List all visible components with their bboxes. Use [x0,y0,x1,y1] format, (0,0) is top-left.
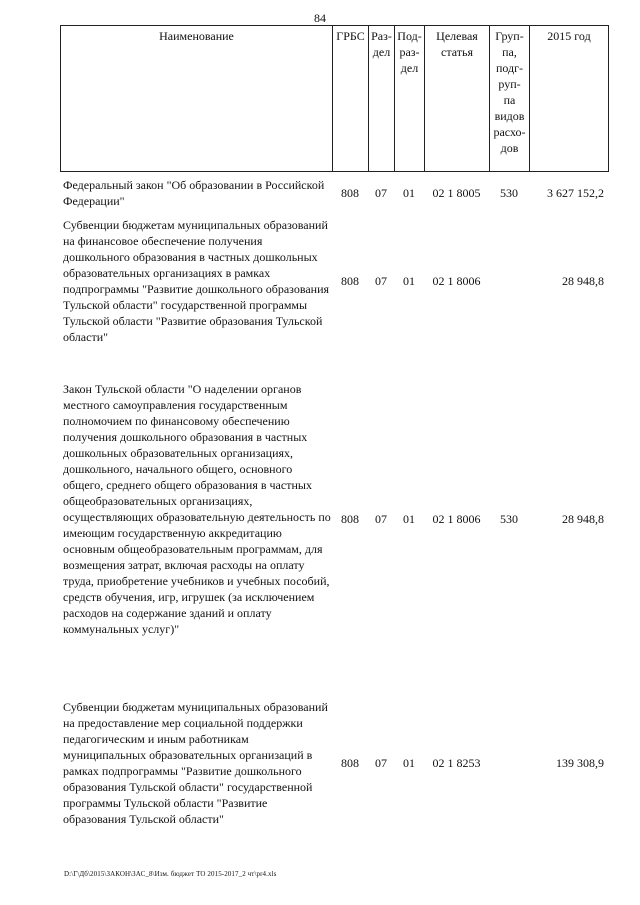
row-target: 02 1 8253 [432,756,481,770]
row-name: Закон Тульской области "О наделении органов местного самоуправления государственным полномочием по финансовому обеспечению получения дошкольного образования в частных дошкольных образовательных организациях, дошкольного, начального общего, основного общего, среднего общего образования в частных общеобразовательных организациях, осуществляющих образовательную деятельность по имеющим государственную аккредитацию основным общеобразовательным программам, для возмещения затрат, включая расходы на оплату труда, приобретение учебников и учебных пособий, средств обучения, игр, игрушек (за исключением расходов на содержание зданий и оплату коммунальных услуг)" [63,382,331,636]
row-name: Субвенции бюджетам муниципальных образований на предоставление мер социальной поддержки педагогическим и иным работникам муниципальных образовательных организаций в рамках подпрограммы "Развитие дошкольного образования Тульской области" государственной программы Тульской области "Развитие образования Тульской области" [63,700,328,826]
row-grbs: 808 [341,274,359,288]
row-target: 02 1 8006 [432,512,481,526]
row-razdel: 07 [375,274,387,288]
column-header-name: Наименование [61,26,333,172]
row-razdel: 07 [375,186,387,200]
page-number: 84 [314,11,326,25]
row-grbs: 808 [341,512,359,526]
row-razdel: 07 [375,756,387,770]
column-header-razdel: Раз- дел [369,26,395,172]
row-group: 530 [500,512,518,526]
row-grbs: 808 [341,756,359,770]
row-podrazdel: 01 [403,186,415,200]
row-amount: 3 627 152,2 [547,186,604,200]
column-header-group: Груп- па, подг- руп- па видов расхо- дов [490,26,530,172]
row-podrazdel: 01 [403,512,415,526]
row-podrazdel: 01 [403,756,415,770]
row-grbs: 808 [341,186,359,200]
column-header-podrazdel: Под- раз- дел [395,26,425,172]
row-target: 02 1 8005 [432,186,481,200]
row-razdel: 07 [375,512,387,526]
column-header-grbs: ГРБС [333,26,369,172]
column-header-target: Целевая статья [425,26,490,172]
row-target: 02 1 8006 [432,274,481,288]
column-header-2015: 2015 год [530,26,609,172]
row-podrazdel: 01 [403,274,415,288]
row-name: Федеральный закон "Об образовании в Российской Федерации" [63,178,325,208]
row-group: 530 [500,186,518,200]
row-name: Субвенции бюджетам муниципальных образований на финансовое обеспечение получения дошкольного образования в частных дошкольных образовательных организациях в рамках подпрограммы "Развитие дошкольного образования Тульской области" государственной программы Тульской области "Развитие образования Тульской области" [63,218,330,344]
row-amount: 139 308,9 [556,756,604,770]
row-amount: 28 948,8 [562,274,604,288]
file-path-footer: D:\Г\Дб\2015\ЗАКОН\ЗАС_8\Изм. бюджет ТО 2015-2017_2 чт\pr4.xls [64,870,277,878]
row-amount: 28 948,8 [562,512,604,526]
column-header-table [60,25,609,172]
